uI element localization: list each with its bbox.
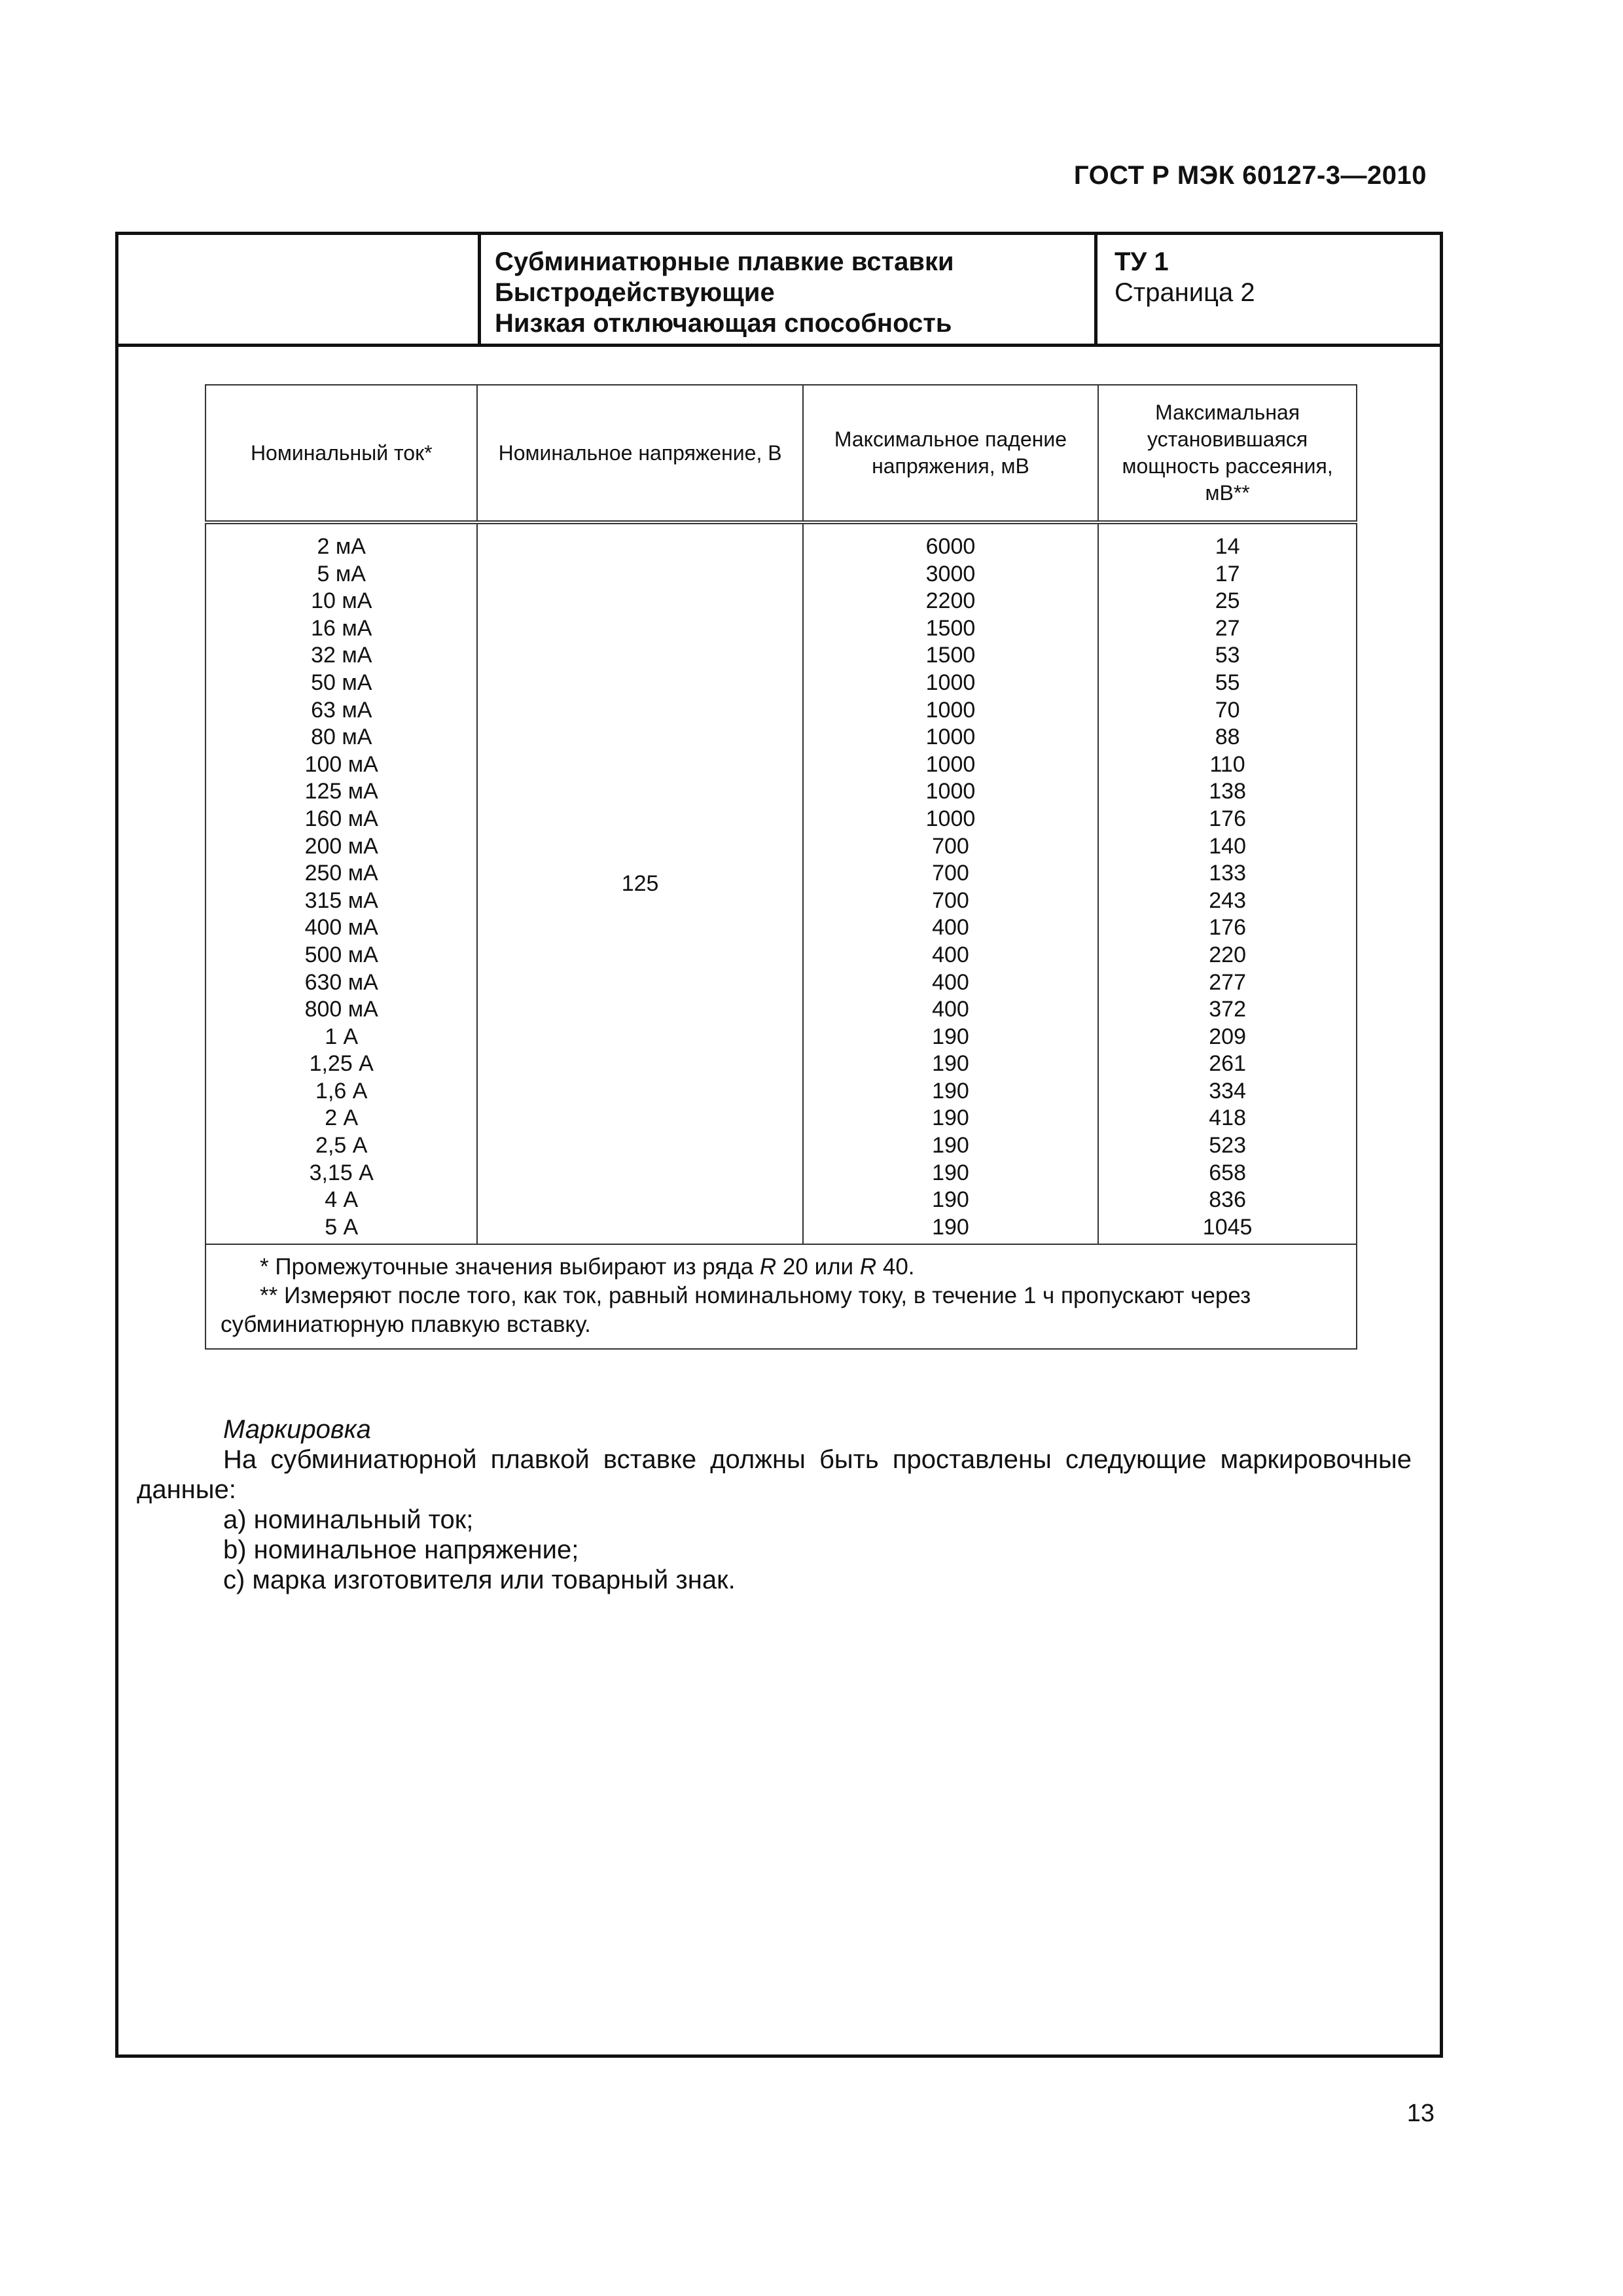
title-line-3: Низкая отключающая способность xyxy=(495,309,952,338)
rated-current-value: 2,5 А xyxy=(315,1133,368,1158)
rated-current-value: 10 мА xyxy=(311,588,372,614)
rated-current-value: 80 мА xyxy=(311,725,372,750)
power-value: 110 xyxy=(1209,751,1245,777)
power-value: 140 xyxy=(1209,833,1246,859)
rated-current-value: 100 мА xyxy=(304,751,378,777)
voltage-drop-column xyxy=(803,522,1099,1244)
voltage-drop-value: 1000 xyxy=(925,697,976,723)
voltage-drop-value: 700 xyxy=(932,833,969,859)
power-value: 209 xyxy=(1209,1024,1246,1049)
power-value: 220 xyxy=(1209,942,1246,967)
rated-current-value: 160 мА xyxy=(304,806,378,831)
power-value: 176 xyxy=(1209,915,1246,941)
rated-current-value: 16 мА xyxy=(311,615,372,641)
voltage-drop-value: 190 xyxy=(932,1214,969,1240)
voltage-drop-value: 700 xyxy=(932,888,969,913)
power-value: 243 xyxy=(1209,888,1246,913)
header-rated-current: Номинальный ток* xyxy=(205,385,477,522)
voltage-drop-value: 6000 xyxy=(925,534,976,559)
power-value: 138 xyxy=(1209,779,1246,804)
power-value: 261 xyxy=(1209,1051,1246,1077)
sheet-title xyxy=(495,247,954,339)
voltage-drop-value: 2200 xyxy=(925,588,976,614)
voltage-drop-value: 190 xyxy=(932,1133,969,1158)
ratings-table xyxy=(205,384,1357,1350)
power-value: 70 xyxy=(1215,697,1240,723)
power-value: 523 xyxy=(1209,1133,1246,1158)
voltage-drop-value: 190 xyxy=(932,1105,969,1131)
voltage-drop-value: 1500 xyxy=(925,615,976,641)
rated-current-value: 1,25 А xyxy=(309,1051,374,1077)
rated-current-value: 800 мА xyxy=(304,997,378,1022)
voltage-drop-value: 1000 xyxy=(925,779,976,804)
rated-current-value: 630 мА xyxy=(304,969,378,995)
voltage-drop-value: 400 xyxy=(932,942,969,967)
marking-section xyxy=(137,1414,1412,1595)
rated-current-value: 250 мА xyxy=(304,861,378,886)
title-line-1: Субминиатюрные плавкие вставки xyxy=(495,247,954,276)
power-value: 53 xyxy=(1215,643,1240,668)
rated-current-value: 2 А xyxy=(325,1105,359,1131)
rated-current-value: 5 А xyxy=(325,1214,359,1240)
rated-current-value: 1,6 А xyxy=(315,1078,368,1103)
rated-current-value: 1 А xyxy=(325,1024,359,1049)
rated-current-value: 5 мА xyxy=(317,561,366,586)
rated-current-value: 4 А xyxy=(325,1187,359,1213)
voltage-drop-value: 400 xyxy=(932,915,969,941)
power-value: 418 xyxy=(1209,1105,1246,1131)
rated-current-value: 400 мА xyxy=(304,915,378,941)
rated-current-value: 500 мА xyxy=(304,942,378,967)
voltage-drop-value: 190 xyxy=(932,1160,969,1185)
power-value: 1045 xyxy=(1202,1214,1253,1240)
marking-intro: На субминиатюрной плавкой вставке должны быть проставлены следующие маркировочные данные: xyxy=(137,1445,1412,1504)
header-rated-voltage: Номинальное напряжение, В xyxy=(477,385,802,522)
power-value: 14 xyxy=(1215,534,1240,559)
power-value: 836 xyxy=(1209,1187,1246,1213)
power-value: 372 xyxy=(1209,997,1246,1022)
table-data-row xyxy=(205,522,1357,1244)
voltage-drop-value: 1000 xyxy=(925,725,976,750)
sheet-page: Страница 2 xyxy=(1115,278,1255,307)
table-notes-row xyxy=(205,1244,1357,1349)
note-1: * Промежуточные значения выбирают из ряда R 20 или R 40. xyxy=(260,1254,915,1280)
voltage-drop-value: 1000 xyxy=(925,751,976,777)
marking-item-a: a) номинальный ток; xyxy=(223,1505,474,1534)
sheet-reference xyxy=(1115,247,1255,308)
power-value: 658 xyxy=(1209,1160,1246,1185)
rated-current-value: 315 мА xyxy=(304,888,378,913)
header-power-dissipation: Максимальная установившаяся мощность рассеяния, мВ** xyxy=(1098,385,1357,522)
note-2-line-1: ** Измеряют после того, как ток, равный номинальному току, в течение 1 ч пропускают через xyxy=(260,1283,1251,1309)
rated-current-column xyxy=(205,522,477,1244)
power-column xyxy=(1098,522,1357,1244)
power-value: 25 xyxy=(1215,588,1240,614)
power-value: 176 xyxy=(1209,806,1246,831)
voltage-drop-value: 190 xyxy=(932,1187,969,1213)
sheet-code: ТУ 1 xyxy=(1115,247,1169,276)
rated-current-value: 3,15 А xyxy=(309,1160,374,1185)
sheet-header xyxy=(118,235,1440,347)
voltage-drop-value: 400 xyxy=(932,969,969,995)
header-blank-cell xyxy=(118,235,481,344)
rated-current-value: 32 мА xyxy=(311,643,372,668)
voltage-drop-value: 3000 xyxy=(925,561,976,586)
rated-current-value: 2 мА xyxy=(317,534,366,559)
note-2-line-2: субминиатюрную плавкую вставку. xyxy=(221,1312,591,1338)
rated-voltage-cell: 125 xyxy=(477,522,802,1244)
table-notes xyxy=(205,1244,1357,1349)
marking-heading: Маркировка xyxy=(223,1415,371,1444)
power-value: 334 xyxy=(1209,1078,1246,1103)
spec-sheet-frame xyxy=(115,232,1443,2058)
voltage-drop-value: 190 xyxy=(932,1078,969,1103)
rated-current-value: 63 мА xyxy=(311,697,372,723)
header-separator xyxy=(1094,235,1097,344)
marking-item-b: b) номинальное напряжение; xyxy=(223,1535,579,1564)
header-voltage-drop: Максимальное падение напряжения, мВ xyxy=(803,385,1099,522)
rated-current-value: 125 мА xyxy=(304,779,378,804)
voltage-drop-value: 190 xyxy=(932,1051,969,1077)
title-line-2: Быстродействующие xyxy=(495,278,775,307)
voltage-drop-value: 1500 xyxy=(925,643,976,668)
table-header-row xyxy=(205,385,1357,522)
power-value: 277 xyxy=(1209,969,1246,995)
power-value: 55 xyxy=(1215,670,1240,695)
voltage-drop-value: 700 xyxy=(932,861,969,886)
voltage-drop-value: 1000 xyxy=(925,670,976,695)
power-value: 88 xyxy=(1215,725,1240,750)
voltage-drop-value: 400 xyxy=(932,997,969,1022)
standard-code: ГОСТ Р МЭК 60127-3—2010 xyxy=(1073,161,1427,190)
power-value: 17 xyxy=(1215,561,1240,586)
voltage-drop-value: 190 xyxy=(932,1024,969,1049)
power-value: 133 xyxy=(1209,861,1246,886)
page-number: 13 xyxy=(1406,2100,1435,2127)
power-value: 27 xyxy=(1215,615,1240,641)
rated-current-value: 200 мА xyxy=(304,833,378,859)
rated-current-value: 50 мА xyxy=(311,670,372,695)
marking-item-c: c) марка изготовителя или товарный знак. xyxy=(223,1566,736,1594)
voltage-drop-value: 1000 xyxy=(925,806,976,831)
